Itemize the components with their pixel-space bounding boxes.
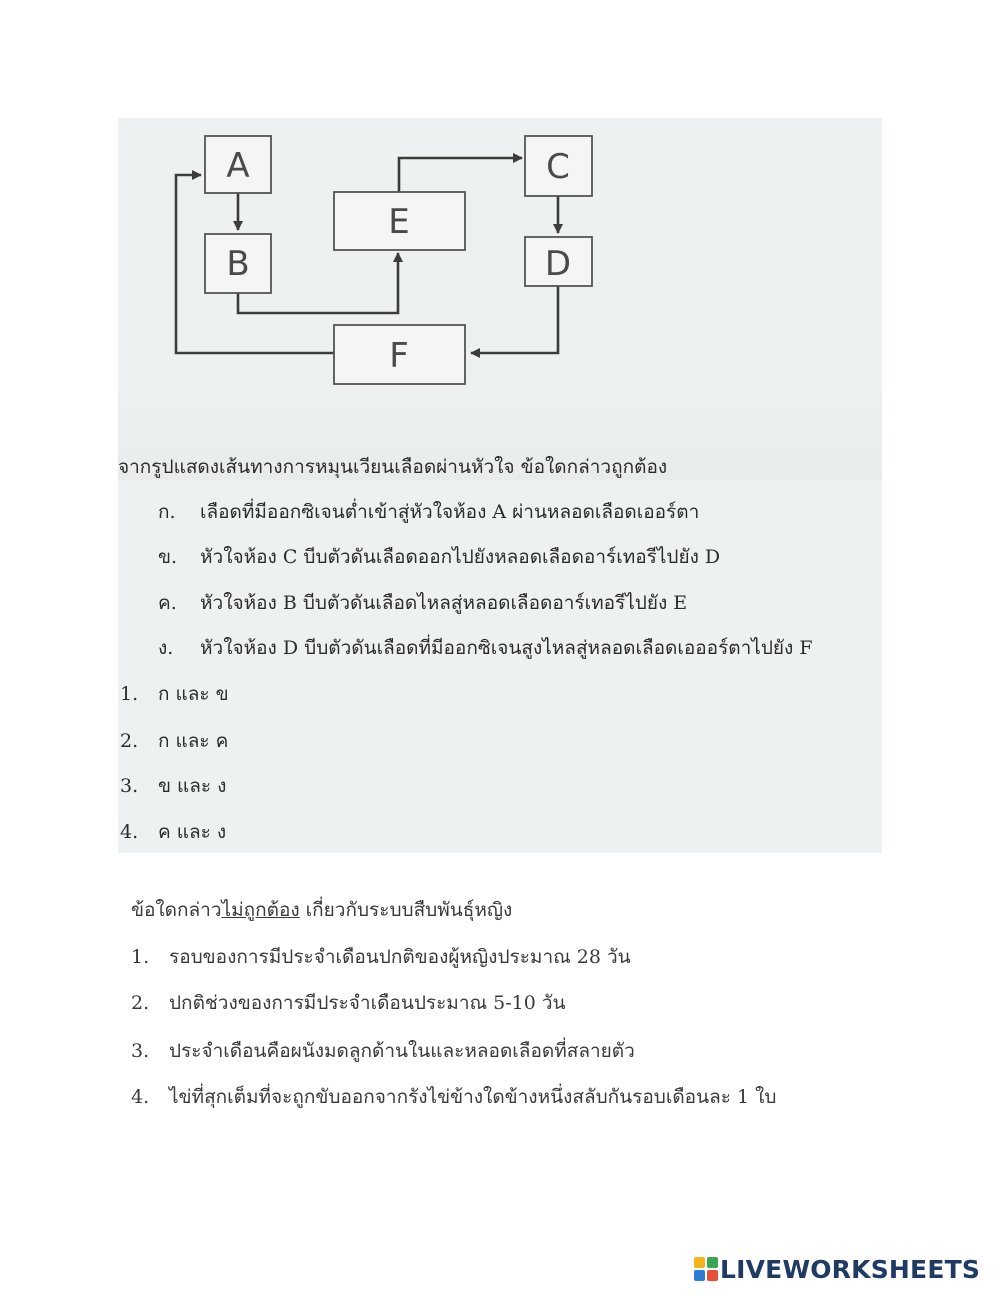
choice-text: ไข่ที่สุกเต็มที่จะถูกขับออกจากรังไข่ข้างใดข้างหนึ่งสลับกันรอบเดือนละ 1 ใบ bbox=[169, 1086, 777, 1108]
choice-number: 1. bbox=[120, 683, 139, 705]
logo-text: LIVEWORKSHEETS bbox=[720, 1254, 981, 1284]
arrow-d-to-f bbox=[471, 286, 558, 353]
choice-3[interactable] bbox=[131, 1036, 635, 1066]
node-f-label: F bbox=[389, 336, 409, 376]
statement-marker: ค. bbox=[158, 592, 177, 614]
statement-marker: ข. bbox=[158, 546, 178, 568]
stem-underlined: ไม่ถูกต้อง bbox=[221, 899, 300, 921]
node-c-label: C bbox=[546, 147, 570, 187]
choice-text: ค และ ง bbox=[158, 821, 227, 843]
choice-number: 2. bbox=[131, 992, 150, 1014]
choice-number: 4. bbox=[131, 1086, 150, 1108]
statement-kho bbox=[158, 542, 720, 572]
statement-ngo bbox=[158, 633, 813, 663]
choice-number: 4. bbox=[120, 821, 139, 843]
choice-1[interactable] bbox=[120, 679, 229, 709]
stem-after: เกี่ยวกับระบบสืบพันธุ์หญิง bbox=[299, 899, 513, 921]
statement-text: หัวใจห้อง C บีบตัวดันเลือดออกไปยังหลอดเลือดอาร์เทอรีไปยัง D bbox=[200, 546, 721, 568]
choice-2[interactable] bbox=[120, 726, 228, 756]
stem-before: ข้อใดกล่าว bbox=[131, 899, 222, 921]
choice-text: ประจำเดือนคือผนังมดลูกด้านในและหลอดเลือดที่สลายตัว bbox=[169, 1040, 635, 1062]
choice-text: รอบของการมีประจำเดือนปกติของผู้หญิงประมาณ 28 วัน bbox=[169, 946, 631, 968]
choice-4[interactable] bbox=[131, 1082, 776, 1112]
choice-number: 3. bbox=[120, 775, 139, 797]
statement-text: หัวใจห้อง B บีบตัวดันเลือดไหลสู่หลอดเลือดอาร์เทอรีไปยัง E bbox=[200, 592, 688, 614]
statement-kho-khwai bbox=[158, 588, 687, 618]
choice-4[interactable] bbox=[120, 817, 226, 847]
logo-grid-icon bbox=[694, 1257, 718, 1281]
choice-text: ก และ ข bbox=[158, 683, 229, 705]
node-a-label: A bbox=[226, 146, 250, 186]
choice-1[interactable] bbox=[131, 942, 631, 972]
choice-text: ข และ ง bbox=[158, 775, 227, 797]
choice-number: 1. bbox=[131, 946, 150, 968]
choice-2[interactable] bbox=[131, 988, 566, 1018]
statement-marker: ง. bbox=[158, 637, 174, 659]
choice-text: ก และ ค bbox=[158, 730, 229, 752]
node-d-label: D bbox=[544, 244, 572, 284]
choice-text: ปกติช่วงของการมีประจำเดือนประมาณ 5-10 วัน bbox=[169, 992, 566, 1014]
question-2-stem bbox=[131, 895, 512, 925]
choice-number: 2. bbox=[120, 730, 139, 752]
arrow-e-to-c bbox=[399, 158, 522, 192]
question-1-stem: จากรูปแสดงเส้นทางการหมุนเวียนเลือดผ่านหัวใจ ข้อใดกล่าวถูกต้อง bbox=[118, 456, 668, 478]
node-e-label: E bbox=[388, 202, 410, 242]
statement-text: เลือดที่มีออกซิเจนต่ำเข้าสู่หัวใจห้อง A ผ่านหลอดเลือดเออร์ตา bbox=[200, 501, 700, 523]
node-b-label: B bbox=[226, 244, 250, 284]
statement-ka bbox=[158, 497, 699, 527]
liveworksheets-logo[interactable] bbox=[694, 1254, 980, 1284]
circulation-diagram bbox=[0, 0, 1000, 420]
statement-text: หัวใจห้อง D บีบตัวดันเลือดที่มีออกซิเจนสูงไหลสู่หลอดเลือดเอออร์ตาไปยัง F bbox=[200, 637, 813, 659]
choice-3[interactable] bbox=[120, 771, 226, 801]
choice-number: 3. bbox=[131, 1040, 150, 1062]
statement-marker: ก. bbox=[158, 501, 176, 523]
